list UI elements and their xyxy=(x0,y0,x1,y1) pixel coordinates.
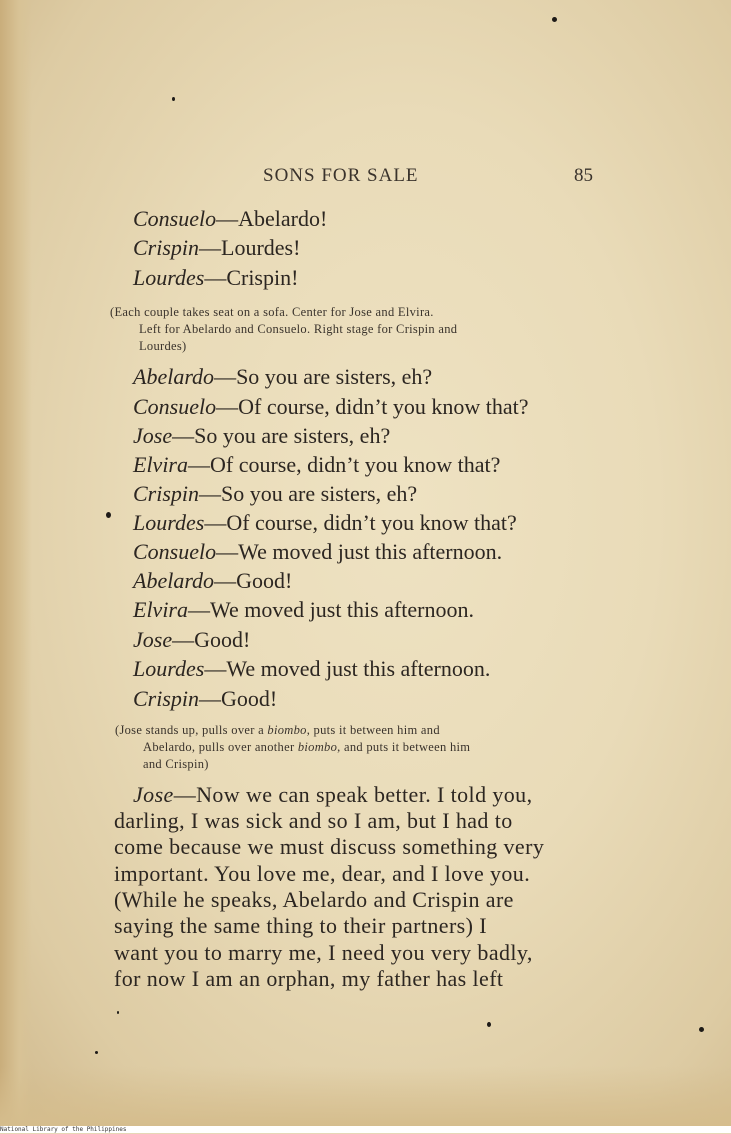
speech-line: (While he speaks, Abelardo and Crispin are xyxy=(114,887,514,912)
dialogue-line xyxy=(133,235,300,261)
stage-direction-line: (Each couple takes seat on a sofa. Center for Jose and Elvira. xyxy=(110,305,434,319)
stage-direction-text: Abelardo, pulls over another xyxy=(143,740,298,754)
speaker-name: Jose xyxy=(133,782,174,807)
dialogue-line xyxy=(133,656,490,682)
speech-line: for now I am an orphan, my father has left xyxy=(114,966,504,991)
speaker-name: Jose xyxy=(133,423,173,448)
line-text: —Abelardo! xyxy=(216,206,328,231)
stage-direction-text: , puts it between him and xyxy=(306,723,440,737)
speaker-name: Abelardo xyxy=(133,364,215,389)
ink-speck xyxy=(699,1027,704,1032)
line-text: —We moved just this afternoon. xyxy=(188,597,475,622)
stage-direction-line: and Crispin) xyxy=(143,757,209,771)
ink-speck xyxy=(106,512,111,518)
dialogue-line xyxy=(133,539,502,565)
speaker-name: Jose xyxy=(133,627,173,652)
speaker-name: Crispin xyxy=(133,481,200,506)
speaker-name: Lourdes xyxy=(133,656,205,681)
stage-direction-line: Lourdes) xyxy=(139,339,187,353)
dialogue-line xyxy=(133,394,529,420)
dialogue-line xyxy=(133,364,432,390)
line-text: —Lourdes! xyxy=(199,235,301,260)
dialogue-line xyxy=(133,423,390,449)
ink-speck xyxy=(552,17,557,22)
stage-direction-line xyxy=(115,723,440,738)
speaker-name: Crispin xyxy=(133,686,200,711)
ink-speck xyxy=(487,1022,491,1027)
dialogue-line xyxy=(133,568,292,594)
stage-direction-line xyxy=(143,740,470,755)
running-header-title: SONS FOR SALE xyxy=(263,165,419,186)
speech-line: want you to marry me, I need you very badly, xyxy=(114,940,533,965)
speaker-name: Consuelo xyxy=(133,539,217,564)
line-text: —Of course, didn’t you know that? xyxy=(204,510,517,535)
speech-line: important. You love me, dear, and I love you. xyxy=(114,861,531,886)
speaker-name: Consuelo xyxy=(133,206,217,231)
stage-direction-italic: biombo xyxy=(267,723,307,737)
line-text: —So you are sisters, eh? xyxy=(214,364,433,389)
speaker-name: Consuelo xyxy=(133,394,217,419)
dialogue-line xyxy=(133,452,500,478)
ink-speck xyxy=(117,1011,119,1014)
page-number: 85 xyxy=(574,165,593,186)
dialogue-line xyxy=(133,597,474,623)
line-text: —Good! xyxy=(214,568,293,593)
page-bottom-shadow xyxy=(0,1066,731,1126)
line-text: —Of course, didn’t you know that? xyxy=(188,452,501,477)
speech-line: saying the same thing to their partners) I xyxy=(114,913,487,938)
dialogue-line xyxy=(133,481,417,507)
dialogue-line xyxy=(133,206,327,232)
stage-direction-line: Left for Abelardo and Consuelo. Right stage for Crispin and xyxy=(139,322,458,336)
line-text: —We moved just this afternoon. xyxy=(216,539,503,564)
speaker-name: Elvira xyxy=(133,597,188,622)
dialogue-line xyxy=(133,627,250,653)
dialogue-line xyxy=(133,510,517,536)
line-text: —Good! xyxy=(199,686,278,711)
line-text: —Good! xyxy=(172,627,251,652)
stage-direction-italic: biombo xyxy=(297,740,338,754)
speech-first-line xyxy=(133,782,532,808)
ink-speck xyxy=(172,97,175,101)
line-text: —We moved just this afternoon. xyxy=(204,656,491,681)
dialogue-line xyxy=(133,265,298,291)
dialogue-line xyxy=(133,686,277,712)
stage-direction-text: , and puts it between him xyxy=(337,740,471,754)
speaker-name: Elvira xyxy=(133,452,188,477)
line-text: —Crispin! xyxy=(204,265,299,290)
speaker-name: Crispin xyxy=(133,235,200,260)
stage-direction-text: (Jose stands up, pulls over a xyxy=(115,723,268,737)
speech-line: come because we must discuss something very xyxy=(114,834,545,859)
line-text: —So you are sisters, eh? xyxy=(199,481,418,506)
page-binding-shadow xyxy=(0,0,32,1126)
line-text: —So you are sisters, eh? xyxy=(172,423,391,448)
ink-speck xyxy=(95,1051,98,1054)
line-text: —Of course, didn’t you know that? xyxy=(216,394,529,419)
speaker-name: Lourdes xyxy=(133,510,205,535)
library-credit: National Library of the Philippines xyxy=(0,1126,127,1133)
line-text: —Now we can speak better. I told you, xyxy=(173,782,533,807)
speaker-name: Lourdes xyxy=(133,265,205,290)
speaker-name: Abelardo xyxy=(133,568,215,593)
speech-line: darling, I was sick and so I am, but I had to xyxy=(114,808,513,833)
